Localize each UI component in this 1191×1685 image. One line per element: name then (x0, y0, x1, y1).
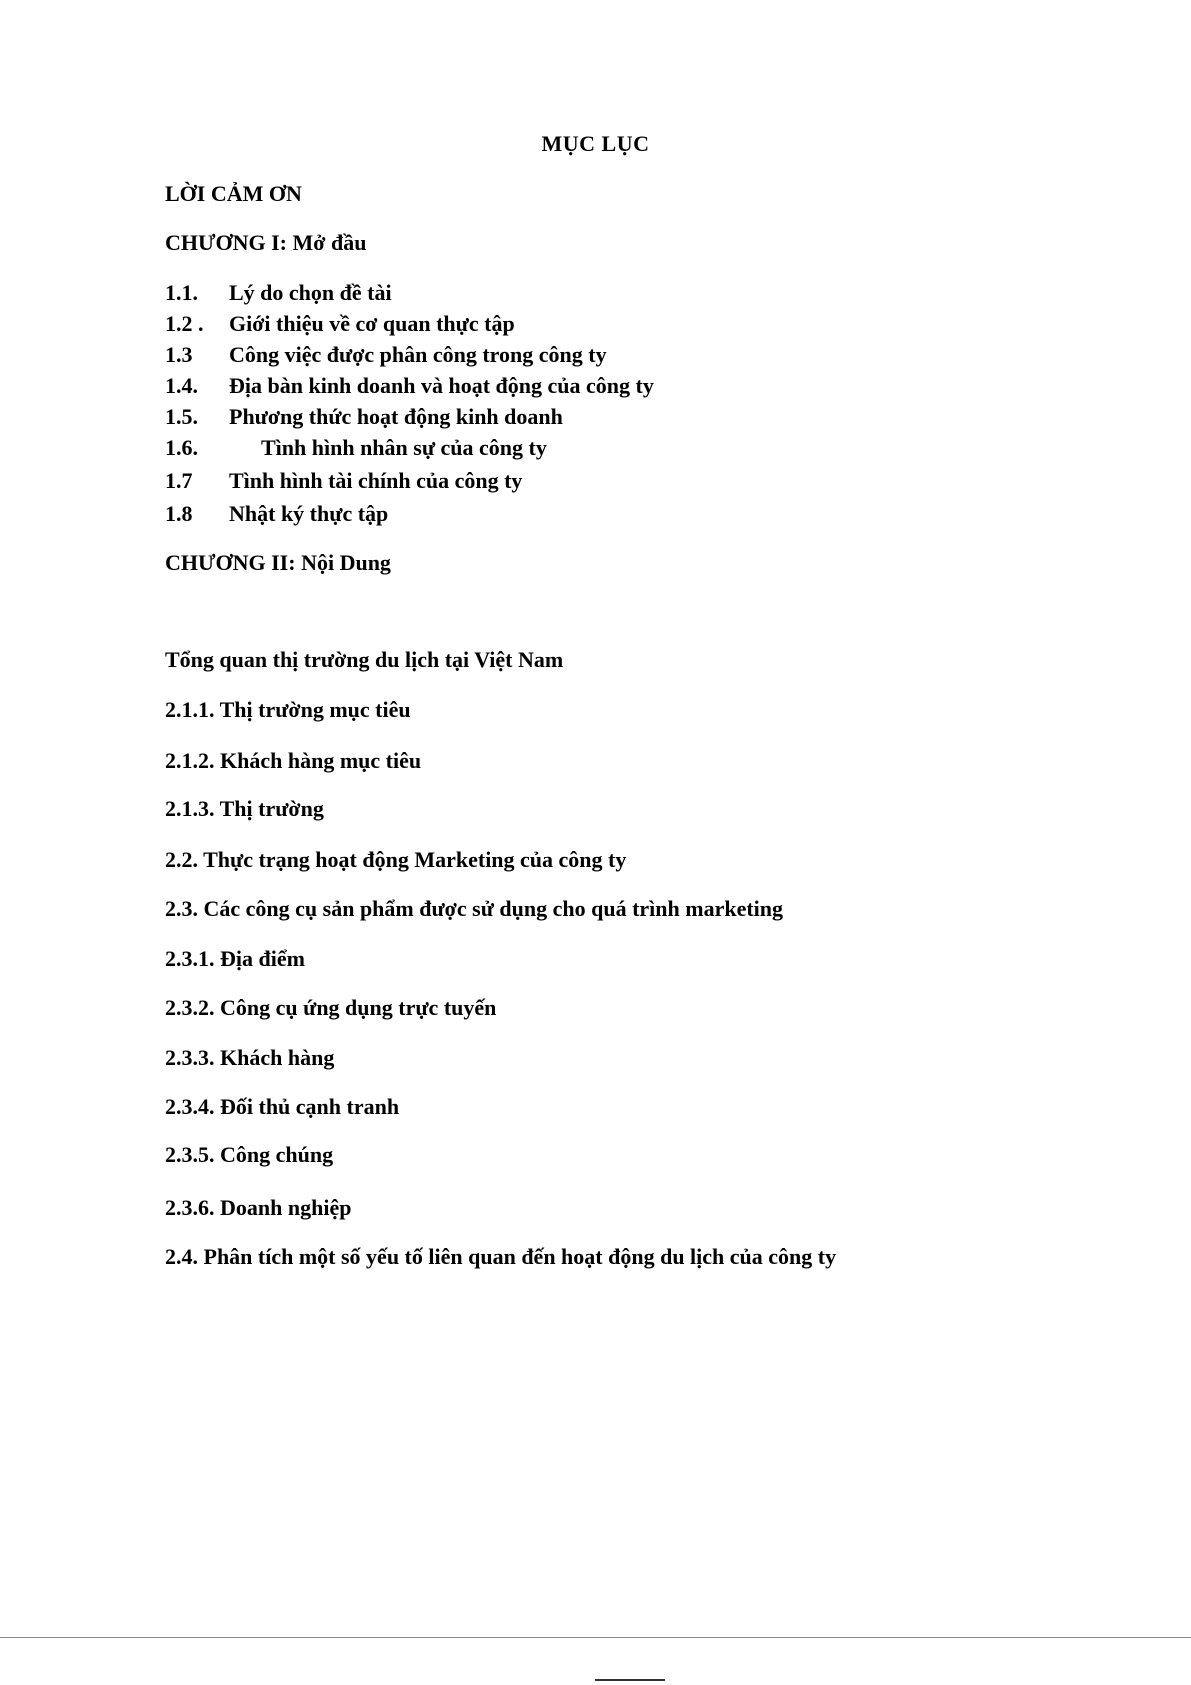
toc-entry-text: Tình hình tài chính của công ty (229, 468, 523, 493)
toc-entry: 2.3.1. Địa điểm (165, 946, 305, 971)
toc-entry-text: Công việc được phân công trong công ty (229, 342, 607, 367)
toc-entry: 2.1.2. Khách hàng mục tiêu (165, 748, 422, 773)
toc-entry: 2.3.2. Công cụ ứng dụng trực tuyến (165, 995, 497, 1020)
toc-entry-number: 1.6. (165, 435, 198, 460)
toc-entry-number: 1.5. (165, 404, 198, 429)
toc-entry-text: Tình hình nhân sự của công ty (261, 435, 547, 460)
chapter-2-heading: CHƯƠNG II: Nội Dung (165, 550, 391, 575)
toc-entry-number: 1.1. (165, 280, 198, 305)
toc-entry-text: Giới thiệu về cơ quan thực tập (229, 311, 515, 336)
toc-entry (165, 500, 388, 528)
toc-entry-number: 1.7 (165, 468, 193, 493)
toc-entry (165, 341, 607, 369)
toc-entry: Tổng quan thị trường du lịch tại Việt Nam (165, 647, 564, 672)
toc-entry: 2.3.6. Doanh nghiệp (165, 1195, 352, 1220)
toc-entry (165, 434, 547, 462)
toc-entry: 2.2. Thực trạng hoạt động Marketing của công ty (165, 847, 627, 872)
toc-entry-number: 1.4. (165, 373, 198, 398)
toc-entry (165, 467, 522, 495)
toc-entry: 2.3. Các công cụ sản phẩm được sử dụng cho quá trình marketing (165, 896, 784, 921)
toc-entry (165, 403, 563, 431)
toc-entry: 2.1.1. Thị trường mục tiêu (165, 697, 411, 722)
toc-entry (165, 372, 654, 400)
toc-entry-preface: LỜI CẢM ƠN (165, 181, 302, 206)
toc-entry: 2.3.4. Đối thủ cạnh tranh (165, 1094, 400, 1119)
toc-entry-number: 1.3 (165, 342, 193, 367)
toc-entry: 2.3.5. Công chúng (165, 1142, 334, 1167)
toc-entry: 2.3.3. Khách hàng (165, 1045, 335, 1070)
toc-entry: 2.1.3. Thị trường (165, 796, 324, 821)
toc-entry-text: Địa bàn kinh doanh và hoạt động của công ty (229, 373, 654, 398)
page-title: MỤC LỤC (541, 131, 650, 156)
toc-entry: 2.4. Phân tích một số yếu tố liên quan đến hoạt động du lịch của công ty (165, 1244, 837, 1269)
chapter-1-heading: CHƯƠNG I: Mở đầu (165, 230, 367, 255)
toc-entry-text: Nhật ký thực tập (229, 501, 389, 526)
toc-entry-text: Phương thức hoạt động kinh doanh (229, 404, 563, 429)
toc-entry-text: Lý do chọn đề tài (229, 280, 392, 305)
footer-divider (0, 1637, 1191, 1638)
footer-mark (595, 1679, 665, 1681)
toc-entry-number: 1.2 . (165, 311, 204, 336)
toc-entry-number: 1.8 (165, 501, 193, 526)
toc-entry (165, 279, 392, 307)
toc-entry (165, 310, 515, 338)
